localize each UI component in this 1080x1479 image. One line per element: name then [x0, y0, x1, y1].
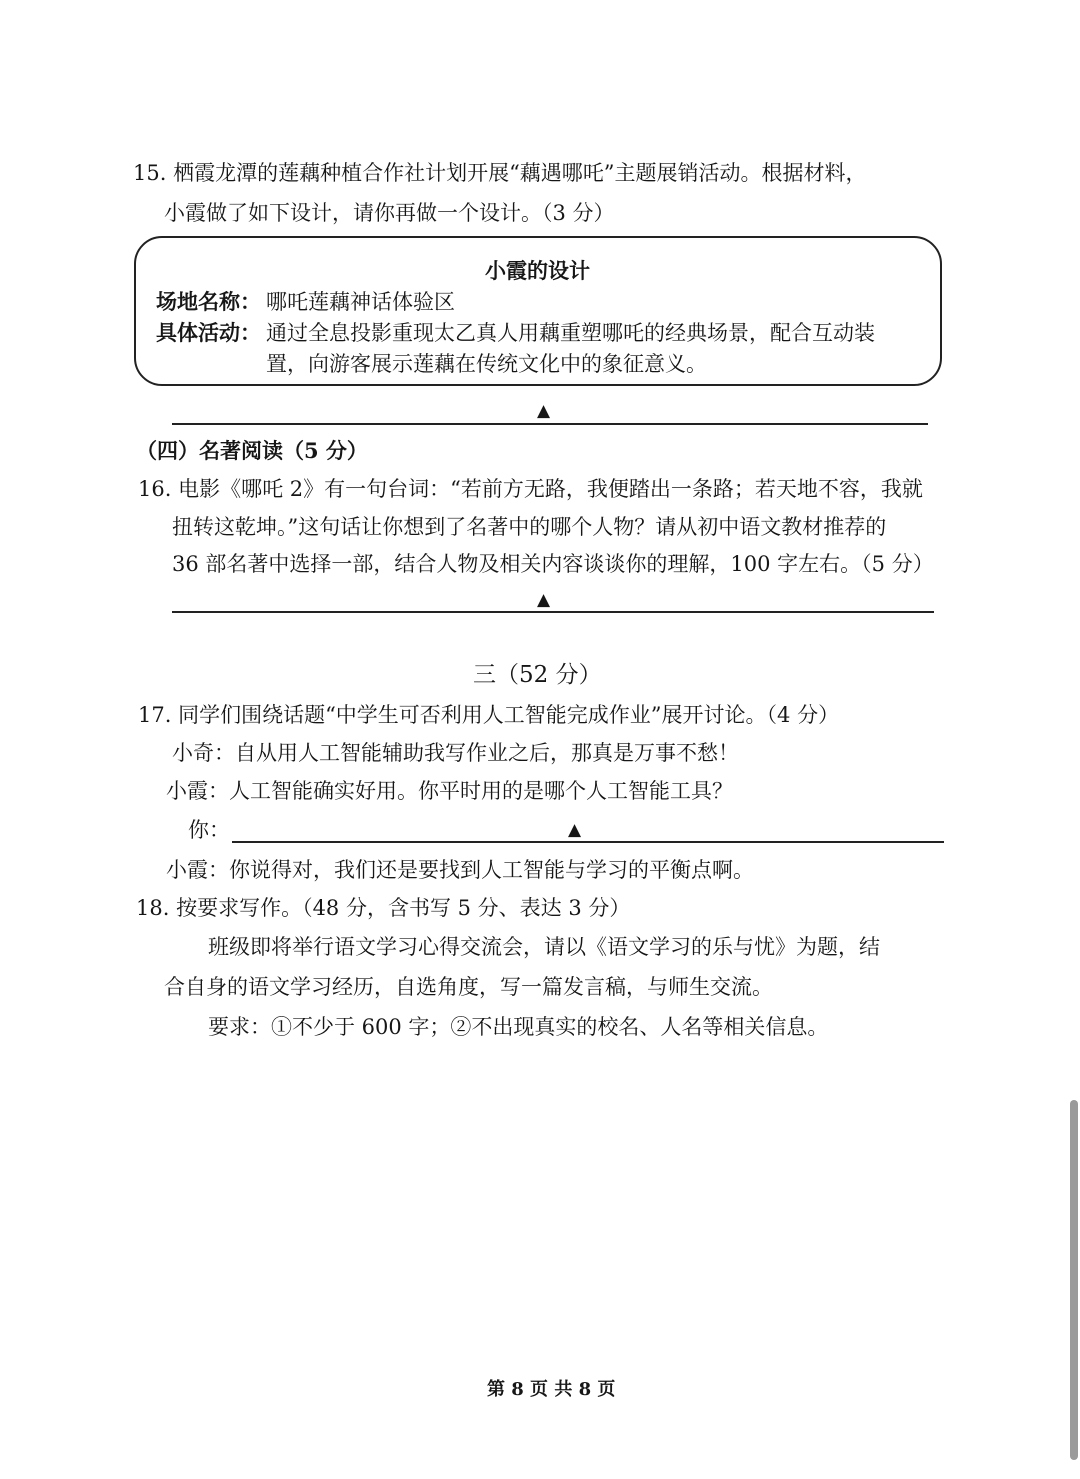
- q17-xiaoxia1: 小霞：人工智能确实好用。你平时用的是哪个人工智能工具？: [166, 779, 733, 803]
- q15-answer-marker: ▲: [537, 401, 551, 421]
- q18-para1: 班级即将举行语文学习心得交流会，请以《语文学习的乐与忧》为题，结: [208, 935, 880, 959]
- q17-answer-line[interactable]: [232, 841, 944, 843]
- design-title: 小霞的设计: [485, 258, 590, 283]
- q15-answer-line[interactable]: [172, 423, 928, 425]
- activity-line1: 通过全息投影重现太乙真人用藕重塑哪吒的经典场景，配合互动装: [266, 321, 875, 345]
- q17-xiaoxia2: 小霞：你说得对，我们还是要找到人工智能与学习的平衡点啊。: [166, 858, 754, 882]
- q16-line1: 16. 电影《哪吒 2》有一句台词：“若前方无路，我便踏出一条路；若天地不容，我就: [138, 477, 923, 501]
- activity-label: 具体活动：: [156, 320, 261, 345]
- q17-line1: 17. 同学们围绕话题“中学生可否利用人工智能完成作业”展开讨论。（4 分）: [138, 703, 840, 727]
- q16-line2: 扭转这乾坤。”这句话让你想到了名著中的哪个人物？请从初中语文教材推荐的: [172, 515, 887, 539]
- q16-line3: 36 部名著中选择一部，结合人物及相关内容谈谈你的理解，100 字左右。（5 分）: [172, 552, 934, 576]
- q16-answer-marker: ▲: [537, 590, 551, 610]
- scrollbar-thumb[interactable]: [1070, 1100, 1078, 1460]
- q17-xiaoqi: 小奇：自从用人工智能辅助我写作业之后，那真是万事不愁！: [172, 741, 739, 765]
- q17-answer-marker: ▲: [568, 820, 582, 840]
- q18-requirement: 要求：①不少于 600 字；②不出现真实的校名、人名等相关信息。: [208, 1015, 829, 1039]
- q15-line1: 15. 栖霞龙潭的莲藕种植合作社计划开展“藕遇哪吒”主题展销活动。根据材料，: [133, 161, 867, 185]
- page-number: 第 8 页 共 8 页: [487, 1379, 616, 1400]
- activity-line2: 置，向游客展示莲藕在传统文化中的象征意义。: [266, 352, 707, 376]
- venue-label: 场地名称：: [156, 289, 261, 314]
- q18-para2: 合自身的语文学习经历，自选角度，写一篇发言稿，与师生交流。: [164, 975, 773, 999]
- part3-heading: 三（52 分）: [473, 662, 602, 688]
- venue-value: 哪吒莲藕神话体验区: [266, 290, 455, 314]
- q17-you-label: 你：: [188, 818, 230, 842]
- q16-answer-line[interactable]: [172, 611, 934, 613]
- section4-heading: （四）名著阅读（5 分）: [136, 438, 368, 463]
- q15-line2: 小霞做了如下设计，请你再做一个设计。（3 分）: [164, 201, 615, 225]
- q18-line1: 18. 按要求写作。（48 分，含书写 5 分、表达 3 分）: [136, 896, 631, 920]
